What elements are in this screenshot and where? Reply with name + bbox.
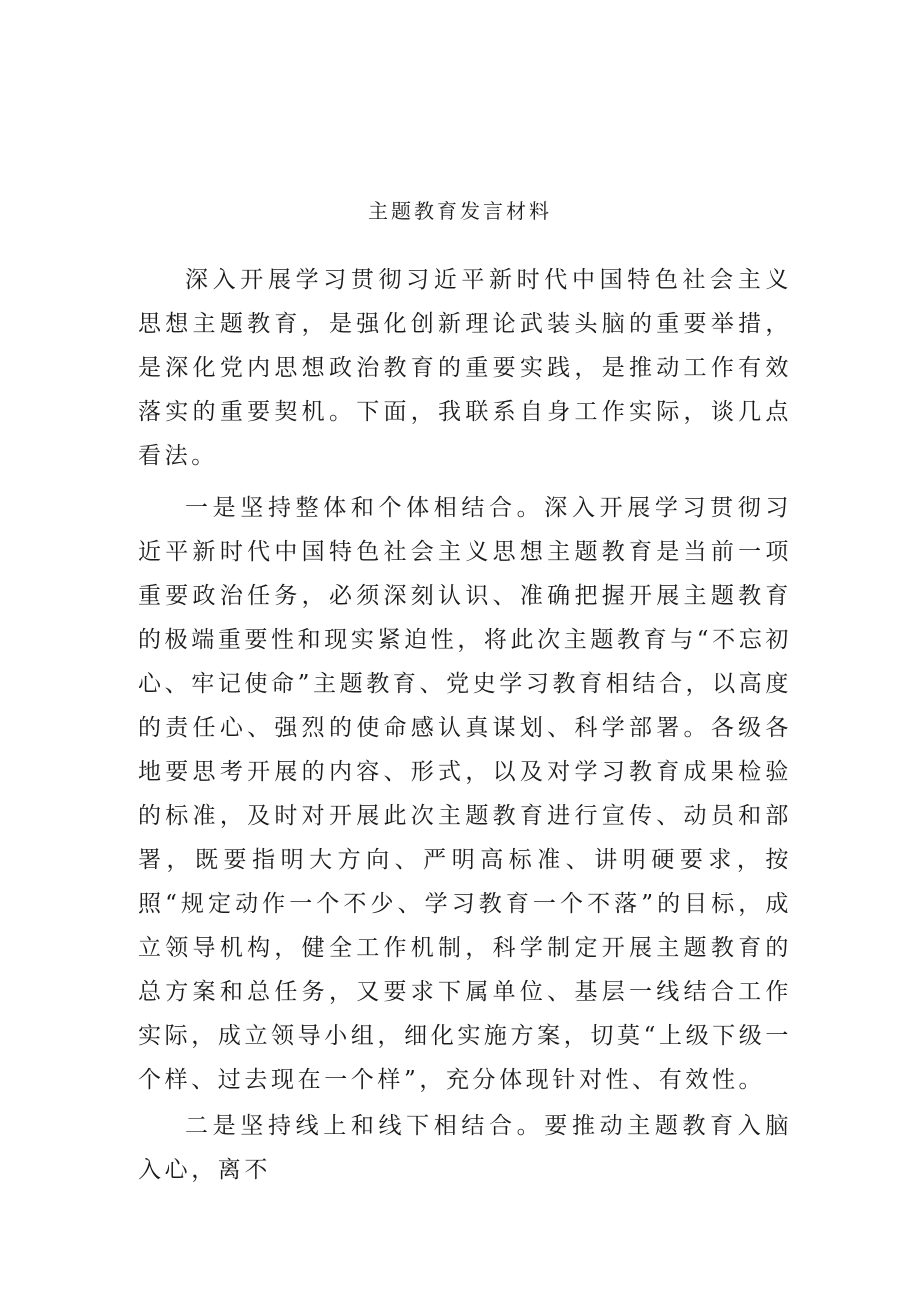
paragraph-text: 深入开展学习贯彻习近平新时代中国特色社会主义思想主题教育，是强化创新理论武装头脑的重要举措，是深化党内思想政治教育的重要实践，是推动工作有效落实的重要契机。下面，我联系自身工作实际，谈几点看法。 [138,267,792,469]
paragraph-intro [138,258,792,478]
paragraph-text: 二是坚持线上和线下相结合。要推动主题教育入脑入心，离不 [138,1113,792,1183]
paragraph-point-two [138,1104,792,1192]
page-title: 主题教育发言材料 [368,199,552,223]
paragraph-point-one [138,486,792,1102]
paragraph-text: 一是坚持整体和个体相结合。深入开展学习贯彻习近平新时代中国特色社会主义思想主题教育是当前一项重要政治任务，必须深刻认识、准确把握开展主题教育的极端重要性和现实紧迫性，将此次主题教育与“不忘初心、牢记使命”主题教育、党史学习教育相结合，以高度的责任心、强烈的使命感认真谋划、科学部署。各级各地要思考开展的内容、形式，以及对学习教育成果检验的标准，及时对开展此次主题教育进行宣传、动员和部署，既要指明大方向、严明高标准、讲明硬要求，按照“规定动作一个不少、学习教育一个不落”的目标，成立领导机构，健全工作机制，科学制定开展主题教育的总方案和总任务，又要求下属单位、基层一线结合工作实际，成立领导小组，细化实施方案，切莫“上级下级一个样、过去现在一个样”，充分体现针对性、有效性。 [138,495,792,1093]
